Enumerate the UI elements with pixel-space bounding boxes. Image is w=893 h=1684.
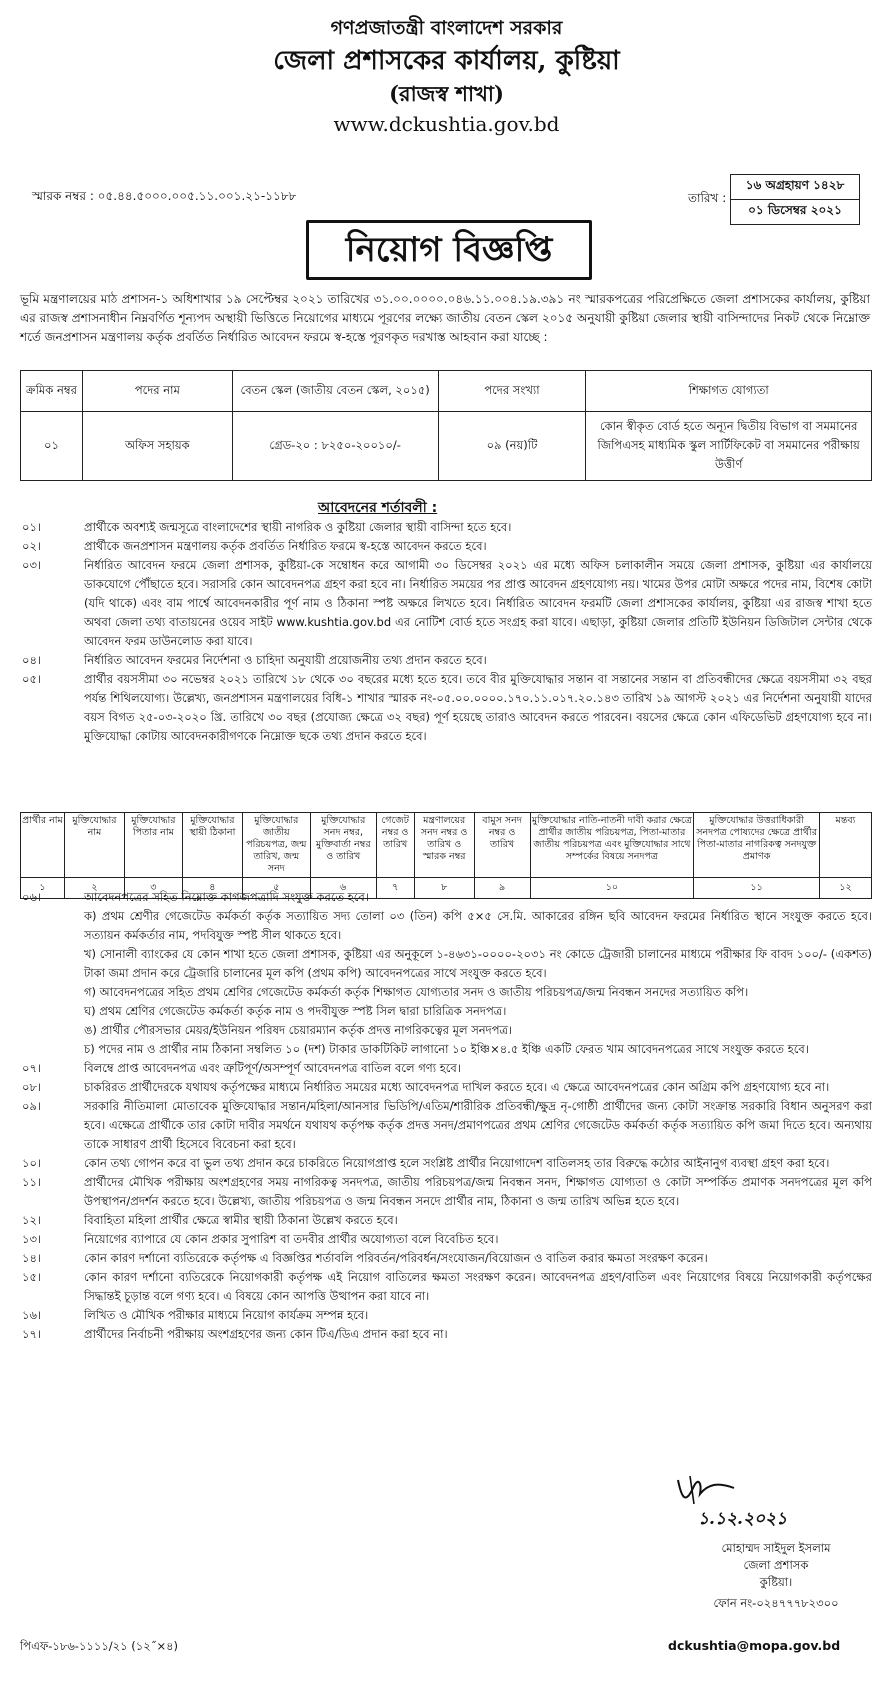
item-text: নির্ধারিত আবেদন ফরমে জেলা প্রশাসক, কুষ্টিয়া-কে সম্বোধন করে আগামী ৩০ ডিসেম্বর ২০২১ এর মধ্যে অফিস চলাকালীন সময়ে জেলা প্রশাসক, কুষ্টিয়া এর কার্যালয়ে ডাকযোগে পৌঁছাতে হবে। সরাসরি কোন আবেদনপত্র গ্রহণ করা হবে না। নির্ধারিত সময়ের পর প্রাপ্ত আবেদন গ্রহণযোগ্য নয়। খামের উপর মোটা অক্ষরে পদের নাম, বিশেষ কোটা (যদি থাকে) এবং বাম পার্শ্বে আবেদনকারীর পূর্ণ নাম ও ঠিকানা স্পষ্ট অক্ষরে লিখতে হবে। নির্ধারিত আবেদন ফরমটি জেলা প্রশাসকের কার্যালয়, কুষ্টিয়া এর রাজস্ব শাখা হতে অথবা জেলা তথ্য বাতায়নের ওয়েব সাইট www.kushtia.gov.bd এর নোটিশ বোর্ড হতে সংগ্রহ করা যাবে। এছাড়া, কুষ্টিয়া জেলার প্রতিটি ইউনিয়ন ডিজিটাল সেন্টার থেকে আবেদন ফরম ডাউনলোড করা যাবে। (84, 558, 872, 648)
item-text: চ) পদের নাম ও প্রার্থীর নাম ঠিকানা সম্বলিত ১০ (দশ) টাকার ডাকটিকিট লাগানো ১০ ইঞ্চি×৪.৫ ইঞ্চি একটি ফেরত খাম আবেদনপত্রের সাথে সংযুক্ত করতে হবে। (84, 1042, 809, 1056)
list-item (20, 670, 872, 746)
item-text: বিবাহিতা মহিলা প্রার্থীর ক্ষেত্রে স্বামীর স্থায়ী ঠিকানা উল্লেখ করতে হবে। (84, 1213, 398, 1227)
intro-paragraph: ভূমি মন্ত্রণালয়ের মাঠ প্রশাসন-১ অধিশাখার ১৯ সেপ্টেম্বর ২০২১ তারিখের ৩১.০০.০০০০.০৪৬.১১.০০৪.১৯.৩৯১ নং স্মারকপত্রের পরিপ্রেক্ষিতে জেলা প্রশাসকের কার্যালয়, কুষ্টিয়া এর রাজস্ব প্রশাসনাধীন নিম্নবর্ণিত শূন্যপদ অস্থায়ী ভিত্তিতে নিয়োগের মাধ্যমে পূরণের লক্ষ্যে জাতীয় বেতন স্কেল ২০১৫ অনুযায়ী কুষ্টিয়া জেলার স্থায়ী বাসিন্দাদের নিকট থেকে নিম্নোক্ত শর্তে জনপ্রশাসন মন্ত্রণালয় কর্তৃক প্রবর্তিত নির্ধারিত আবেদন ফরমে স্ব-হস্তে পূরণকৃত দরখাস্ত আহবান করা যাচ্ছে : (20, 292, 870, 344)
item-number: ১৪। (22, 1251, 42, 1265)
vacancy-header-row (21, 371, 872, 412)
item-text: প্রার্থীদের নির্বাচনী পরীক্ষায় অংশগ্রহণের জন্য কোন টিএ/ডিএ প্রদান করা হবে না। (84, 1327, 448, 1341)
vacancy-cell: ০৯ (নয়)টি (438, 412, 586, 481)
list-item (20, 1097, 872, 1154)
list-item (20, 1040, 872, 1059)
vacancy-cell: ০১ (21, 412, 83, 481)
item-text: নির্ধারিত আবেদন ফরমের নির্দেশনা ও চাহিদা অনুযায়ী প্রয়োজনীয় তথ্য প্রদান করতে হবে। (84, 653, 487, 667)
list-item (20, 1002, 872, 1021)
list-item (20, 1230, 872, 1249)
item-text: ঘ) প্রথম শ্রেণির গেজেটেড কর্মকর্তা কর্তৃক নাম ও পদবীযুক্ত স্পষ্ট সিল দ্বারা চারিত্রিক সনদপত্র। (84, 1004, 507, 1018)
government-header: গণপ্রজাতন্ত্রী বাংলাদেশ সরকার (330, 17, 563, 39)
item-number: ০৩। (22, 558, 42, 572)
list-item (20, 1325, 872, 1344)
table-row (21, 412, 872, 481)
date-box (730, 174, 860, 225)
date-english: ০১ ডিসেম্বর ২০২১ (731, 199, 859, 224)
ff-number-cell: ৪ (182, 878, 242, 899)
conditions-list-b (20, 888, 872, 1344)
vacancy-table (20, 370, 872, 481)
vacancy-cell: অফিস সহায়ক (82, 412, 232, 481)
item-text: গ) আবেদনপত্রের সহিত প্রথম শ্রেণির গেজেটেড কর্মকর্তা কর্তৃক শিক্ষাগত যোগ্যতার সনদ ও জাতীয় পরিচয়পত্র/জন্ম নিবন্ধন সনদের সত্যায়িত কপি। (84, 985, 749, 999)
signer-place: কুষ্টিয়া। (759, 1575, 793, 1589)
item-number: ১৭। (22, 1327, 42, 1341)
ff-number-cell: ৯ (474, 878, 530, 899)
ff-number-cell: ৮ (414, 878, 474, 899)
item-number: ০১। (22, 520, 42, 534)
vacancy-header-cell: পদের সংখ্যা (438, 371, 586, 412)
vacancy-header-cell: ক্রমিক নম্বর (21, 371, 83, 412)
ff-header-cell: মুক্তিযোদ্ধার স্থায়ী ঠিকানা (182, 813, 242, 878)
item-number: ১৬। (22, 1308, 42, 1322)
item-text: নিয়োগের ব্যাপারে যে কোন প্রকার সুপারিশ বা তদবীর প্রার্থীর অযোগ্যতা বলে বিবেচিত হবে। (84, 1232, 499, 1246)
ff-header-cell: গেজেট নম্বর ও তারিখ (376, 813, 414, 878)
list-item (20, 1249, 872, 1268)
memo-number: স্মারক নম্বর : ০৫.৪৪.৫০০০.০০৫.১১.০০১.২১-১১৮৮ (32, 189, 297, 203)
vacancy-header-cell: পদের নাম (82, 371, 232, 412)
item-number (20, 1040, 84, 1059)
vacancy-header-cell: বেতন স্কেল (জাতীয় বেতন স্কেল, ২০১৫) (232, 371, 438, 412)
office-name: জেলা প্রশাসকের কার্যালয়, কুষ্টিয়া (273, 46, 620, 76)
item-text: প্রার্থীর বয়সসীমা ৩০ নভেম্বর ২০২১ তারিখে ১৮ থেকে ৩০ বছরের মধ্যে হতে হবে। তবে বীর মুক্তিযোদ্ধার সন্তান বা সন্তানের সন্তান বা প্রতিবন্ধীদের ক্ষেত্রে বয়সসীমা ৩২ বছর পর্যন্ত শিথিলযোগ্য। উল্লেখ্য, জনপ্রশাসন মন্ত্রণালয়ের বিধি-১ শাখার স্মারক নং-০৫.০০.০০০০.১৭০.১১.০১৭.২০.১৪৩ তারিখ ১৯ আগস্ট ২০২১ এর নির্দেশনা অনুযায়ী যাদের বয়স বিগত ২৫-০৩-২০২০ খ্রি. তারিখে ৩০ বছর (প্রযোজ্য ক্ষেত্রে ৩২ বছর) পূর্ণ হয়েছে তারাও আবেদন করতে পারবেন। বয়সের ক্ষেত্রে কোন এফিডেভিট গ্রহণযোগ্য হবে না। মুক্তিযোদ্ধা কোটায় আবেদনকারীগণকে নিম্নোক্ত ছকে তথ্য প্রদান করতে হবে। (84, 672, 872, 743)
print-code: পিএফ-১৮৬-১১১১/২১ (১২˝×৪) (20, 1639, 179, 1653)
ff-number-cell: ২ (64, 878, 124, 899)
item-number: ১৫। (22, 1270, 42, 1284)
item-text: চাকরিরত প্রার্থীদেরকে যথাযথ কর্তৃপক্ষের মাধ্যমে নির্ধারিত সময়ের মধ্যে আবেদনপত্র দাখিল করতে হবে। এ ক্ষেত্রে আবেদনপত্রের কোন অগ্রিম কপি গ্রহণযোগ্য হবে না। (84, 1080, 830, 1094)
conditions-list-a (20, 518, 872, 746)
ff-header-cell: মুক্তিযোদ্ধার নাতি-নাতনী দাবী করার ক্ষেত্রে প্রার্থীর জাতীয় পরিচয়পত্র, পিতা-মাতার জাতীয় পরিচয়পত্র এবং মুক্তিযোদ্ধার সাথে সম্পর্কের বিষয়ে সনদপত্র (530, 813, 694, 878)
vacancy-cell: গ্রেড-২০ : ৮২৫০-২০০১০/- (232, 412, 438, 481)
item-number: ০২। (22, 539, 42, 553)
list-item (20, 651, 872, 670)
item-number: ১২। (22, 1213, 42, 1227)
freedom-fighter-info-table (20, 812, 872, 899)
item-text: আবেদনপত্রের সহিত নিম্নোক্ত কাগজপত্রাদি সংযুক্ত করতে হবে। (84, 890, 369, 904)
conditions-title: আবেদনের শর্তাবলী : (318, 500, 438, 516)
ff-number-cell: ১ (21, 878, 65, 899)
list-item (20, 518, 872, 537)
list-item (20, 1306, 872, 1325)
ff-header-cell: মুক্তিযোদ্ধার সনদ নম্বর, মুক্তিবার্তা নম্বর ও তারিখ (310, 813, 376, 878)
item-number: ০৫। (22, 672, 42, 686)
list-item (20, 1211, 872, 1230)
vacancy-cell: কোন স্বীকৃত বোর্ড হতে অন্যূন দ্বিতীয় বিভাগ বা সমমানের জিপিএসহ মাধ্যমিক স্কুল সার্টিফিকেট বা সমমানের পরীক্ষায় উত্তীর্ণ (586, 412, 872, 481)
ff-number-cell: ১২ (819, 878, 871, 899)
item-number: ০৭। (22, 1061, 42, 1075)
item-number (20, 945, 84, 983)
item-number: ০৬। (22, 890, 42, 904)
item-number (20, 1002, 84, 1021)
item-number (20, 907, 84, 945)
item-text: কোন কারণ দর্শানো ব্যতিরেকে কর্তৃপক্ষ এ বিজ্ঞপ্তির শর্তাবলি পরিবর্তন/পরিবর্ধন/সংযোজন/বিয়োজন ও বাতিল করার ক্ষমতা সংরক্ষণ করেন। (84, 1251, 708, 1265)
website-link[interactable]: www.dckushtia.gov.bd (333, 112, 560, 136)
date-label: তারিখ : (688, 191, 727, 205)
item-number (20, 1021, 84, 1040)
signer-block (676, 1540, 876, 1612)
ff-header-cell: বামুস সনদ নম্বর ও তারিখ (474, 813, 530, 878)
signer-phone: ফোন নং-০২৪৭৭৭৮২৩০০ (713, 1596, 839, 1610)
item-text: ক) প্রথম শ্রেণীর গেজেটেড কর্মকর্তা কর্তৃক সত্যায়িত সদ্য তোলা ০৩ (তিন) কপি ৫×৫ সে.মি. আকারের রঙ্গিন ছবি আবেদন ফরমের নির্ধারিত স্থানে সংযুক্ত করতে হবে। সত্যায়ন কর্মকর্তার নাম, পদবিযুক্ত স্পষ্ট সীল থাকতে হবে। (84, 909, 872, 942)
ff-number-cell: ১১ (694, 878, 820, 899)
item-text: কোন কারণ দর্শানো ব্যতিরেকে নিয়োগকারী কর্তৃপক্ষ এই নিয়োগ বাতিলের ক্ষমতা সংরক্ষণ করেন। আবেদনপত্র গ্রহণ/বাতিল এবং নিয়োগের বিষয়ে নিয়োগকারী কর্তৃপক্ষের সিদ্ধান্তই চূড়ান্ত বলে গণ্য হবে। এ বিষয়ে কোন আপত্তি উত্থাপন করা যাবে না। (84, 1270, 872, 1303)
ff-number-cell: ৫ (242, 878, 310, 899)
list-item (20, 1059, 872, 1078)
ff-number-cell: ৬ (310, 878, 376, 899)
date-bengali: ১৬ অগ্রহায়ণ ১৪২৮ (745, 178, 845, 192)
ff-header-cell: মুক্তিযোদ্ধার জাতীয় পরিচয়পত্র, জন্ম তারিখ, জন্ম সনদ (242, 813, 310, 878)
signature-date: ১.১২.২০২১ (698, 1509, 788, 1529)
list-item (20, 888, 872, 907)
list-item (20, 1173, 872, 1211)
ff-header-cell: মন্ত্রণালয়ের সনদ নম্বর ও তারিখ ও স্মারক নম্বর (414, 813, 474, 878)
ff-header-cell: মুক্তিযোদ্ধার নাম (64, 813, 124, 878)
item-text: লিখিত ও মৌখিক পরীক্ষার মাধ্যমে নিয়োগ কার্যক্রম সম্পন্ন হবে। (84, 1308, 369, 1322)
contact-email[interactable]: dckushtia@mopa.gov.bd (668, 1638, 841, 1653)
item-number (20, 983, 84, 1002)
vacancy-header-cell: শিক্ষাগত যোগ্যতা (586, 371, 872, 412)
ff-header-row (21, 813, 872, 878)
signer-name: মোহাম্মদ সাইদুল ইসলাম (721, 1541, 831, 1555)
ff-number-cell: ৭ (376, 878, 414, 899)
list-item (20, 537, 872, 556)
ff-header-cell: মন্তব্য (819, 813, 871, 878)
item-text: বিলম্বে প্রাপ্ত আবেদনপত্র এবং ত্রুটিপূর্ণ/অসম্পূর্ণ আবেদনপত্র বাতিল বলে গণ্য হবে। (84, 1061, 461, 1075)
ff-number-cell: ৩ (124, 878, 182, 899)
ff-header-cell: মুক্তিযোদ্ধার পিতার নাম (124, 813, 182, 878)
item-number: ১০। (22, 1156, 42, 1170)
item-number: ০৪। (22, 653, 42, 667)
ff-header-cell: মুক্তিযোদ্ধার উত্তরাধিকারী সনদপত্র পোষ্যদের ক্ষেত্রে প্রার্থীর পিতা-মাতার নাগরিকত্ব সনদযুক্ত প্রমাণক (694, 813, 820, 878)
list-item (20, 1021, 872, 1040)
item-text: খ) সোনালী ব্যাংকের যে কোন শাখা হতে জেলা প্রশাসক, কুষ্টিয়া এর অনুকূলে ১-৪৬৩১-০০০০-২০৩১ নং কোডে ট্রেজারী চালানের মাধ্যমে পরীক্ষার ফি বাবদ ১০০/- (একশত) টাকা জমা প্রদান করে ট্রেজারি চালানের মূল কপি (প্রথম কপি) আবেদনপত্রের সাথে সংযুক্ত করতে হবে। (84, 947, 872, 980)
item-text: প্রার্থীকে অবশ্যই জন্মসূত্রে বাংলাদেশের স্থায়ী নাগরিক ও কুষ্টিয়া জেলার স্থায়ী বাসিন্দা হতে হবে। (84, 520, 512, 534)
ff-number-cell: ১০ (530, 878, 694, 899)
signer-designation: জেলা প্রশাসক (743, 1558, 809, 1572)
notice-title: নিয়োগ বিজ্ঞপ্তি (306, 220, 592, 280)
item-text: ঙ) প্রার্থীর পৌরসভার মেয়র/ইউনিয়ন পরিষদ চেয়ারম্যান কর্তৃক প্রদত্ত নাগরিকত্বের মূল সনদপত্র। (84, 1023, 513, 1037)
item-text: সরকারি নীতিমালা মোতাবেক মুক্তিযোদ্ধার সন্তান/মহিলা/আনসার ভিডিপি/এতিম/শারীরিক প্রতিবন্ধী/ক্ষুদ্র নৃ-গোষ্ঠী প্রার্থীদের জন্য কোটা সংক্রান্ত সরকারি বিধান অনুসরণ করা হবে। এক্ষেত্রে প্রার্থীকে তার কোটা দাবীর সমর্থনে যথাযথ কর্তৃপক্ষ কর্তৃক প্রদত্ত সনদ/প্রমাণপত্রের প্রথম শ্রেণির গেজেটেড কর্মকর্তা কর্তৃক সত্যায়িত কপি জমা দিতে হবে। অন্যথায় তাকে সাধারণ প্রার্থী হিসেবে বিবেচনা করা হবে। (84, 1099, 872, 1151)
list-item (20, 1268, 872, 1306)
item-number: ০৮। (22, 1080, 42, 1094)
list-item (20, 1078, 872, 1097)
list-item (20, 983, 872, 1002)
ff-header-cell: প্রার্থীর নাম (21, 813, 65, 878)
signature-icon (672, 1474, 742, 1508)
item-number: ০৯। (22, 1099, 42, 1113)
list-item (20, 556, 872, 651)
list-item (20, 945, 872, 983)
item-number: ১১। (22, 1175, 42, 1189)
list-item (20, 907, 872, 945)
item-number: ১৩। (22, 1232, 42, 1246)
item-text: কোন তথ্য গোপন করে বা ভুল তথ্য প্রদান করে চাকরিতে নিয়োগপ্রাপ্ত হলে সংশ্লিষ্ট প্রার্থীর নিয়োগাদেশ বাতিলসহ তার বিরুদ্ধে কঠোর আইনানুগ ব্যবস্থা গ্রহণ করা হবে। (84, 1156, 830, 1170)
item-text: প্রার্থীদের মৌখিক পরীক্ষায় অংশগ্রহণের সময় নাগরিকত্ব সনদপত্র, জাতীয় পরিচয়পত্র/জন্ম নিবন্ধন সনদ, শিক্ষাগত যোগ্যতা ও কোটা সম্পর্কিত প্রমাণক সনদপত্রের মূল কপি উপস্থাপন/প্রদর্শন করতে হবে। উল্লেখ্য, জাতীয় পরিচয়পত্র ও জন্ম নিবন্ধন সনদে প্রার্থীর নাম, ঠিকানা ও জন্ম তারিখ অভিন্ন হতে হবে। (84, 1175, 872, 1208)
branch-name: (রাজস্ব শাখা) (389, 81, 504, 106)
item-text: প্রার্থীকে জনপ্রশাসন মন্ত্রণালয় কর্তৃক প্রবর্তিত নির্ধারিত ফরমে স্ব-হস্তে আবেদন করতে হবে। (84, 539, 487, 553)
list-item (20, 1154, 872, 1173)
